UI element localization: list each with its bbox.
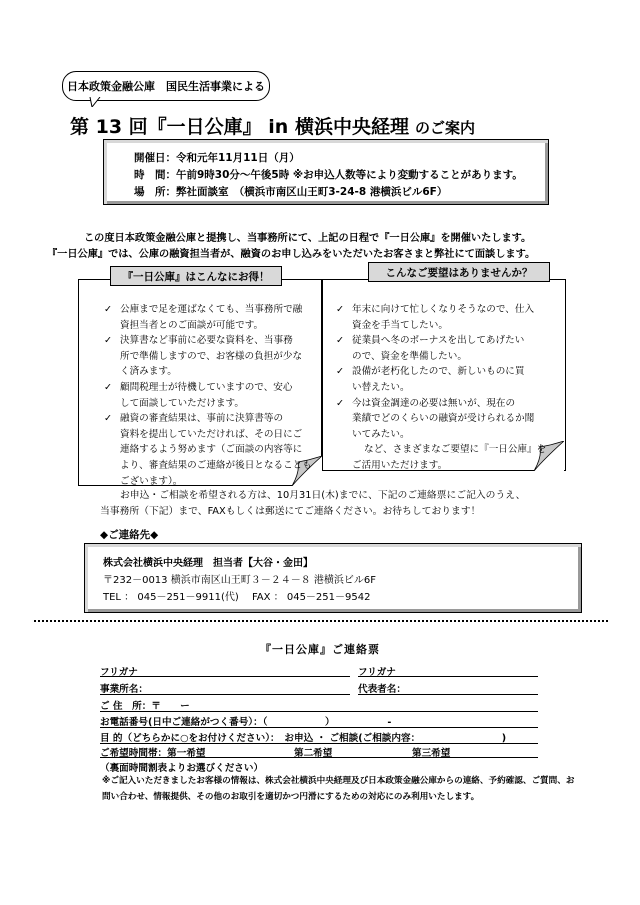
requests-note-1: など、さまざまなご要望に『一日公庫』を xyxy=(364,444,547,456)
purpose-field[interactable] xyxy=(100,743,538,744)
event-place: 場 所：弊社面談室 （横浜市南区山王町3-24-8 港横浜ビル6F） xyxy=(134,186,448,198)
time-preference-field[interactable] xyxy=(100,757,538,758)
event-date: 開催日：令和元年11月11日（月） xyxy=(134,152,300,164)
furigana-office-field[interactable] xyxy=(100,676,350,677)
requests-note-2: ご活用いただけます。 xyxy=(352,459,448,471)
intro-line-2: 『一日公庫』では、公庫の融資担当者が、融資のお申し込みをいただいたお客さまと弊社にて面談します。 xyxy=(47,249,536,260)
contact-box xyxy=(84,543,582,613)
representative-label: 代表者名： xyxy=(358,684,406,695)
furigana-label-rep: フリガナ xyxy=(358,667,396,678)
footnote-line-1: ※ご記入いただきましたお客様の情報は、株式会社横浜中央経理及び日本政策金融公庫からの連絡、予約確認、ご質問、お xyxy=(102,776,575,786)
check-icon: ✓ xyxy=(336,335,345,347)
title-main: 第 13 回『一日公庫』 in 横浜中央経理 xyxy=(70,116,409,138)
furigana-label-office: フリガナ xyxy=(100,667,138,678)
office-name-field[interactable] xyxy=(100,694,350,695)
page-title xyxy=(70,112,590,139)
list-item: ✓ 公庫まで足を運ばなくても、当事務所で融 資担当者とのご面談が可能です。 xyxy=(104,302,314,333)
contact-company: 株式会社横浜中央経理 担当者【大谷・金田】 xyxy=(103,558,313,569)
second-choice-label: 第二希望 xyxy=(294,748,333,759)
contact-address: 〒232－0013 横浜市南区山王町３－２４－８ 港横浜ビル6F xyxy=(103,575,377,586)
address-label: ご 住 所：〒 ー xyxy=(100,701,190,712)
list-item: ✓ 設備が老朽化したので、新しいものに買 い替えたい。 xyxy=(336,364,548,395)
event-time: 時 間：午前9時30分～午後5時 ※お申込人数等により変動することがあります。 xyxy=(134,169,523,181)
check-icon: ✓ xyxy=(336,397,345,409)
list-item: ✓ 従業員へ冬のボーナスを出してあげたい ので、資金を準備したい。 xyxy=(336,333,548,364)
apply-line-2: 当事務所（下記）まで、FAXもしくは郵送にてご連絡ください。お待ちしております！ xyxy=(100,506,481,517)
schedule-box xyxy=(103,139,549,205)
check-icon: ✓ xyxy=(104,335,113,347)
purpose-label: 目 的（どちらかに○をお付けください）： お申込 ・ ご相談(ご相談内容： ) xyxy=(100,733,507,744)
furigana-rep-field[interactable] xyxy=(358,676,538,677)
first-choice-label: ご希望時間帯：第一希望 xyxy=(100,748,206,759)
benefits-list xyxy=(104,302,314,489)
phone-field[interactable] xyxy=(100,727,538,728)
phone-label: お電話番号(日中ご連絡がつく番号）：（ ） - xyxy=(100,717,392,728)
requests-tab-label: こんなご要望はありませんか？ xyxy=(385,266,533,279)
check-icon: ✓ xyxy=(104,413,113,425)
contact-label: ◆ご連絡先◆ xyxy=(100,529,159,541)
list-item: ✓ 決算書など事前に必要な資料を、当事務 所で準備しますので、お客様の負担が少な く済みます。 xyxy=(104,333,314,380)
office-name-label: 事業所名： xyxy=(100,684,148,695)
list-item: ✓ 年末に向けて忙しくなりそうなので、仕入 資金を手当てしたい。 xyxy=(336,302,548,333)
cut-line xyxy=(34,620,608,622)
form-title: 『一日公庫』ご連絡票 xyxy=(260,643,380,656)
benefits-tab-label: 『一日公庫』はこんなにお得！ xyxy=(122,270,270,283)
requests-tab xyxy=(368,262,550,282)
check-icon: ✓ xyxy=(104,381,113,393)
third-choice-label: 第三希望 xyxy=(412,748,451,759)
check-icon: ✓ xyxy=(336,366,345,378)
list-item: ✓ 今は資金調達の必要は無いが、現在の 業績でどのくらいの融資が受けられるか聞 いてみたい。 xyxy=(336,396,548,443)
bubble-tail-icon xyxy=(88,97,104,107)
privacy-footnote xyxy=(102,773,612,805)
representative-field[interactable] xyxy=(358,694,538,695)
requests-list xyxy=(336,302,548,474)
footnote-line-2: 問い合わせ、情報提供、その他のお取引を適切かつ円滑にするための対応にのみ利用いたします。 xyxy=(102,792,480,802)
benefits-tab xyxy=(110,266,282,286)
address-field[interactable] xyxy=(100,711,538,712)
list-item: ✓ 顧問税理士が待機していますので、安心 して面談していただけます。 xyxy=(104,380,314,411)
title-suffix: のご案内 xyxy=(414,119,475,137)
check-icon: ✓ xyxy=(336,304,345,315)
organizer-text: 日本政策金融公庫 国民生活事業による xyxy=(67,80,265,93)
apply-line-1: お申込・ご相談を希望される方は、10月31日(木)までに、下記のご連絡票にご記入のうえ、 xyxy=(120,490,526,501)
contact-phone-fax: TEL ： 045－251－9911(代) FAX ： 045－251－9542 xyxy=(103,592,371,603)
list-item: ✓ 融資の審査結果は、事前に決算書等の 資料を提出していただければ、その日にご 連絡するよう努めます（ご面談の内容等に より、審査結果のご連絡が後日となることも ございます）。 xyxy=(104,411,314,489)
check-icon: ✓ xyxy=(104,304,113,315)
intro-line-1: この度日本政策金融公庫と提携し、当事務所にて、上記の日程で『一日公庫』を開催いたします。 xyxy=(84,233,532,244)
time-preference-note: （裏面時間割表よりお選びください） xyxy=(100,763,264,774)
